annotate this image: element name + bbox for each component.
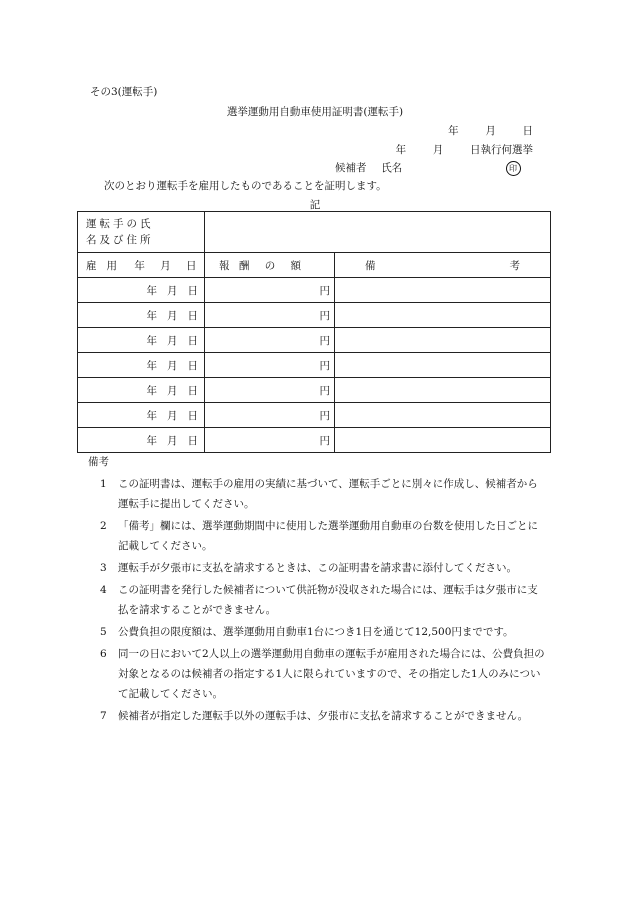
notes-list	[100, 474, 548, 728]
table-header-row	[78, 253, 551, 278]
note-text: 同一の日において2人以上の選挙運動用自動車の運転手が雇用された場合には、公費負担の対象となるのは候補者の指定する1人に限られていますので、その指定した1人のみについて記載してください。	[118, 648, 545, 700]
ki-heading: 記	[309, 199, 321, 211]
table-row	[78, 303, 551, 328]
table-row	[78, 428, 551, 453]
note-number: 7	[100, 710, 107, 722]
election-year: 年	[395, 144, 407, 156]
row-pay-cell[interactable]	[205, 303, 335, 328]
intro-text: 次のとおり運転手を雇用したものであることを証明します。	[104, 180, 387, 192]
row-remark-cell[interactable]	[335, 403, 551, 428]
name-address-field[interactable]	[205, 212, 551, 253]
row-pay-cell[interactable]	[205, 378, 335, 403]
row-day: 日	[187, 359, 198, 372]
row-date-cell[interactable]	[78, 303, 205, 328]
issue-date-line	[448, 123, 533, 138]
row-day: 日	[187, 384, 198, 397]
header-year: 年	[134, 259, 145, 272]
row-year: 年	[146, 309, 157, 322]
row-day: 日	[187, 309, 198, 322]
certificate-table	[77, 211, 551, 453]
note-number: 4	[100, 584, 107, 596]
header-remark	[335, 253, 551, 278]
row-day: 日	[187, 284, 198, 297]
table-row	[78, 278, 551, 303]
election-month: 月	[432, 144, 444, 156]
table-row	[78, 328, 551, 353]
row-yen: 円	[319, 359, 330, 372]
note-text: 運転手が夕張市に支払を請求するときは、この証明書を請求書に添付してください。	[118, 562, 517, 574]
row-date-cell[interactable]	[78, 278, 205, 303]
row-month: 月	[167, 284, 178, 297]
row-pay-cell[interactable]	[205, 428, 335, 453]
header-employment-date	[78, 253, 205, 278]
form-number: その3(運転手)	[90, 86, 158, 98]
note-item	[100, 516, 548, 556]
row-remark-cell[interactable]	[335, 353, 551, 378]
row-month: 月	[167, 434, 178, 447]
note-item	[100, 558, 548, 578]
candidate-name-label: 氏名	[381, 162, 403, 174]
row-date-cell[interactable]	[78, 378, 205, 403]
row-year: 年	[146, 359, 157, 372]
note-text: この証明書は、運転手の雇用の実績に基づいて、運転手ごとに別々に作成し、候補者から運転手に提出してください。	[118, 478, 538, 510]
row-pay-cell[interactable]	[205, 353, 335, 378]
row-date-cell[interactable]	[78, 403, 205, 428]
header-pay	[205, 253, 335, 278]
date-month: 月	[485, 125, 496, 137]
row-month: 月	[167, 334, 178, 347]
note-text: 公費負担の限度額は、選挙運動用自動車1台につき1日を通じて12,500円までです。	[118, 626, 514, 638]
header-day: 日	[186, 259, 197, 272]
note-text: 候補者が指定した運転手以外の運転手は、夕張市に支払を請求することができません。	[118, 710, 529, 722]
row-year: 年	[146, 384, 157, 397]
note-number: 5	[100, 626, 107, 638]
seal-icon: 印	[506, 161, 521, 176]
row-remark-cell[interactable]	[335, 303, 551, 328]
name-address-label-line1: 運転手の氏	[86, 218, 154, 230]
row-month: 月	[167, 409, 178, 422]
table-row	[78, 353, 551, 378]
note-number: 1	[100, 478, 107, 490]
row-yen: 円	[319, 409, 330, 422]
remarks-heading: 備考	[88, 456, 109, 468]
row-pay-cell[interactable]	[205, 403, 335, 428]
row-yen: 円	[319, 284, 330, 297]
row-remark-cell[interactable]	[335, 428, 551, 453]
note-item	[100, 474, 548, 514]
note-number: 2	[100, 520, 107, 532]
table-row	[78, 378, 551, 403]
row-pay-cell[interactable]	[205, 328, 335, 353]
row-year: 年	[146, 284, 157, 297]
note-item	[100, 706, 548, 726]
row-day: 日	[187, 409, 198, 422]
note-item	[100, 580, 548, 620]
note-item	[100, 622, 548, 642]
row-yen: 円	[319, 434, 330, 447]
row-yen: 円	[319, 384, 330, 397]
row-month: 月	[167, 309, 178, 322]
header-pay-1: 報	[219, 259, 230, 272]
row-remark-cell[interactable]	[335, 378, 551, 403]
row-month: 月	[167, 359, 178, 372]
row-date-cell[interactable]	[78, 353, 205, 378]
row-date-cell[interactable]	[78, 328, 205, 353]
header-pay-3: の	[264, 259, 276, 272]
row-day: 日	[187, 334, 198, 347]
row-date-cell[interactable]	[78, 428, 205, 453]
date-day: 日	[522, 125, 533, 137]
note-text: この証明書を発行した候補者について供託物が没収された場合には、運転手は夕張市に支払を請求することができません。	[118, 584, 538, 616]
row-remark-cell[interactable]	[335, 278, 551, 303]
candidate-line	[335, 160, 521, 176]
row-pay-cell[interactable]	[205, 278, 335, 303]
name-address-label-line2: 名及び住所	[86, 234, 154, 246]
note-number: 6	[100, 648, 107, 660]
row-year: 年	[146, 334, 157, 347]
row-month: 月	[167, 384, 178, 397]
name-address-label	[78, 212, 205, 253]
row-year: 年	[146, 434, 157, 447]
candidate-label: 候補者	[335, 162, 367, 174]
header-pay-4: 額	[290, 259, 302, 272]
name-address-row	[78, 212, 551, 253]
header-remark-1: 備	[365, 259, 376, 272]
election-day-text: 日執行何選挙	[470, 144, 533, 156]
header-month: 月	[160, 259, 171, 272]
header-pay-2: 酬	[238, 259, 250, 272]
note-text: 「備考」欄には、選挙運動期間中に使用した選挙運動用自動車の台数を使用した日ごとに記載してください。	[118, 520, 538, 552]
row-yen: 円	[319, 309, 330, 322]
table-row	[78, 403, 551, 428]
row-year: 年	[146, 409, 157, 422]
header-employment: 雇用	[86, 259, 127, 272]
header-remark-2: 考	[509, 260, 520, 272]
row-yen: 円	[319, 334, 330, 347]
note-number: 3	[100, 562, 107, 574]
date-year: 年	[448, 125, 459, 137]
election-date-line	[396, 142, 533, 157]
row-remark-cell[interactable]	[335, 328, 551, 353]
row-day: 日	[187, 434, 198, 447]
document-title: 選挙運動用自動車使用証明書(運転手)	[226, 106, 404, 118]
note-item	[100, 644, 548, 704]
